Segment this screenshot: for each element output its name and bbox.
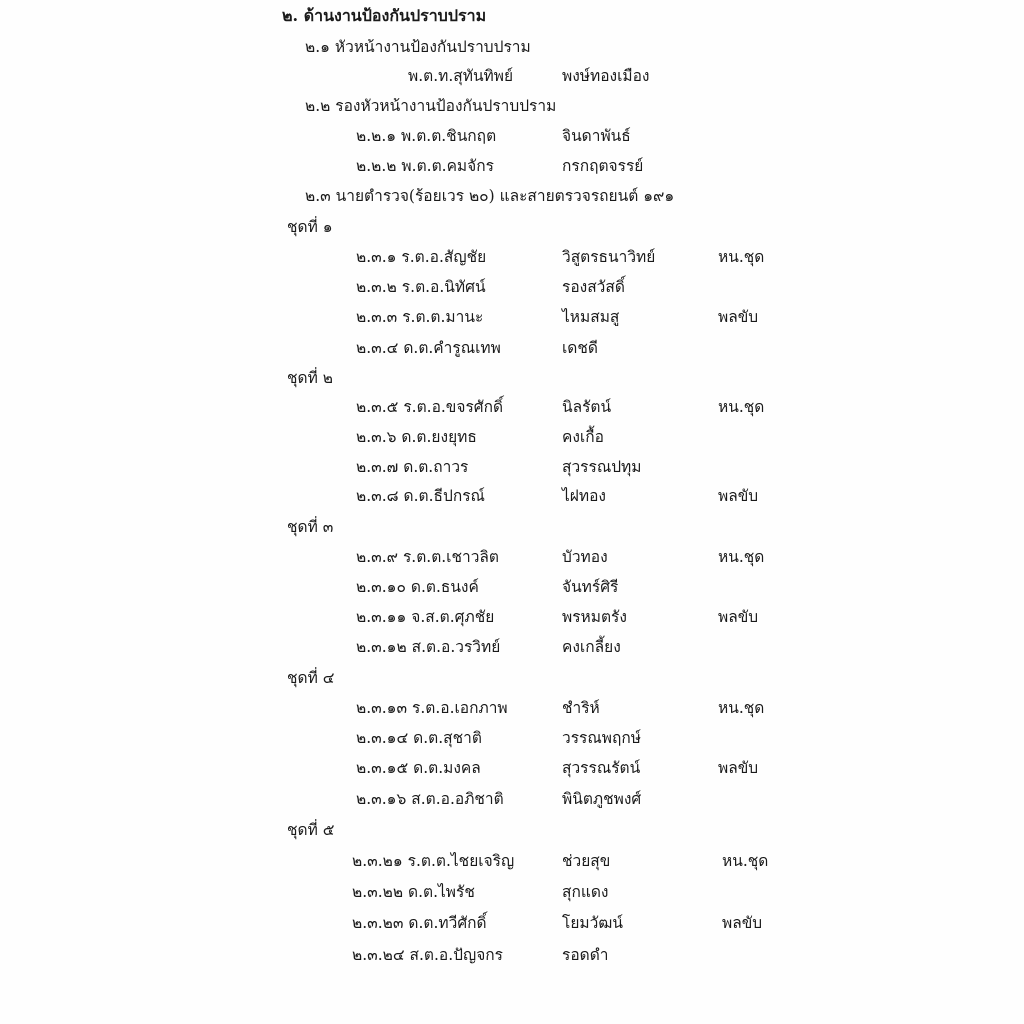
member-surname: ไหมสมสู [562, 308, 620, 326]
member-surname: สุวรรณรัตน์ [562, 759, 641, 777]
member-name: ๒.๓.๑๒ ส.ต.อ.วรวิทย์ [356, 638, 501, 656]
member-surname: คงเกื้อ [562, 428, 604, 446]
member-surname: รอดดำ [562, 946, 609, 964]
member-role: พลขับ [718, 759, 759, 777]
member-role: หน.ชุด [718, 248, 765, 266]
head-name: พ.ต.ท.สุทันทิพย์ [408, 67, 514, 85]
member-role: พลขับ [718, 608, 759, 626]
head-surname: พงษ์ทองเมือง [562, 67, 650, 85]
member-name: ๒.๓.๖ ด.ต.ยงยุทธ [356, 428, 477, 446]
member-surname: จันทร์ศิรี [562, 578, 619, 596]
member-name: ๒.๓.๑๐ ด.ต.ธนงค์ [356, 578, 479, 596]
member-surname: วิสูตรธนาวิทย์ [562, 248, 656, 266]
deputy-name: ๒.๒.๒ พ.ต.ต.คมจักร [356, 157, 494, 175]
patrol-label: ๒.๓ นายตำรวจ(ร้อยเวร ๒๐) และสายตรวจรถยนต์ ๑๙๑ [305, 187, 675, 205]
member-surname: โยมวัฒน์ [562, 914, 623, 932]
member-name: ๒.๓.๔ ด.ต.คำรูณเทพ [356, 339, 501, 357]
member-name: ๒.๓.๘ ด.ต.ธีปกรณ์ [356, 487, 485, 505]
member-surname: พรหมตรัง [562, 608, 627, 626]
head-label: ๒.๑ หัวหน้างานป้องกันปราบปราม [305, 38, 531, 56]
member-role: หน.ชุด [718, 699, 765, 717]
member-surname: รองสวัสดิ์ [562, 278, 625, 296]
member-name: ๒.๓.๙ ร.ต.ต.เชาวลิต [356, 548, 499, 566]
member-name: ๒.๓.๒๔ ส.ต.อ.ปัญจกร [352, 946, 503, 964]
member-surname: วรรณพฤกษ์ [562, 729, 641, 747]
member-role: หน.ชุด [718, 398, 765, 416]
member-name: ๒.๓.๗ ด.ต.ถาวร [356, 458, 469, 476]
team-label: ชุดที่ ๒ [287, 369, 333, 387]
member-name: ๒.๓.๑๕ ด.ต.มงคล [356, 759, 481, 777]
member-surname: สุกแดง [562, 883, 609, 901]
member-surname: พินิตภูชพงศ์ [562, 790, 642, 808]
member-surname: ช่วยสุข [562, 852, 611, 870]
member-name: ๒.๓.๓ ร.ต.ต.มานะ [356, 308, 484, 326]
team-label: ชุดที่ ๑ [287, 218, 333, 236]
member-surname: บัวทอง [562, 548, 608, 566]
member-name: ๒.๓.๒๓ ด.ต.ทวีศักดิ์ [352, 914, 487, 932]
member-name: ๒.๓.๒๑ ร.ต.ต.ไชยเจริญ [352, 852, 515, 870]
member-name: ๒.๓.๑๔ ด.ต.สุชาติ [356, 729, 482, 747]
deputy-surname: จินดาพันธ์ [562, 127, 631, 145]
member-name: ๒.๓.๑๑ จ.ส.ต.ศุภชัย [356, 608, 495, 626]
member-name: ๒.๓.๒ ร.ต.อ.นิทัศน์ [356, 278, 486, 296]
member-role: พลขับ [722, 914, 763, 932]
member-name: ๒.๓.๑๖ ส.ต.อ.อภิชาติ [356, 790, 504, 808]
member-role: หน.ชุด [722, 852, 769, 870]
member-role: พลขับ [718, 308, 759, 326]
member-role: หน.ชุด [718, 548, 765, 566]
team-label: ชุดที่ ๕ [287, 821, 335, 839]
member-surname: เดชดี [562, 339, 598, 357]
team-label: ชุดที่ ๔ [287, 669, 335, 687]
member-name: ๒.๓.๒๒ ด.ต.ไพรัช [352, 883, 475, 901]
team-label: ชุดที่ ๓ [287, 518, 334, 536]
member-surname: ชำริห์ [562, 699, 600, 717]
deputy-surname: กรกฤตจรรย์ [562, 157, 644, 175]
member-surname: สุวรรณปทุม [562, 458, 642, 476]
member-name: ๒.๓.๑๓ ร.ต.อ.เอกภาพ [356, 699, 508, 717]
member-name: ๒.๓.๕ ร.ต.อ.ขจรศักดิ์ [356, 398, 504, 416]
member-surname: นิลรัตน์ [562, 398, 612, 416]
section-title: ๒. ด้านงานป้องกันปราบปราม [282, 6, 487, 25]
member-name: ๒.๓.๑ ร.ต.อ.สัญชัย [356, 248, 487, 266]
member-surname: ไฝทอง [562, 487, 606, 505]
member-role: พลขับ [718, 487, 759, 505]
member-surname: คงเกลี้ยง [562, 638, 621, 656]
deputy-name: ๒.๒.๑ พ.ต.ต.ชินกฤต [356, 127, 497, 145]
deputy-label: ๒.๒ รองหัวหน้างานป้องกันปราบปราม [305, 97, 557, 115]
